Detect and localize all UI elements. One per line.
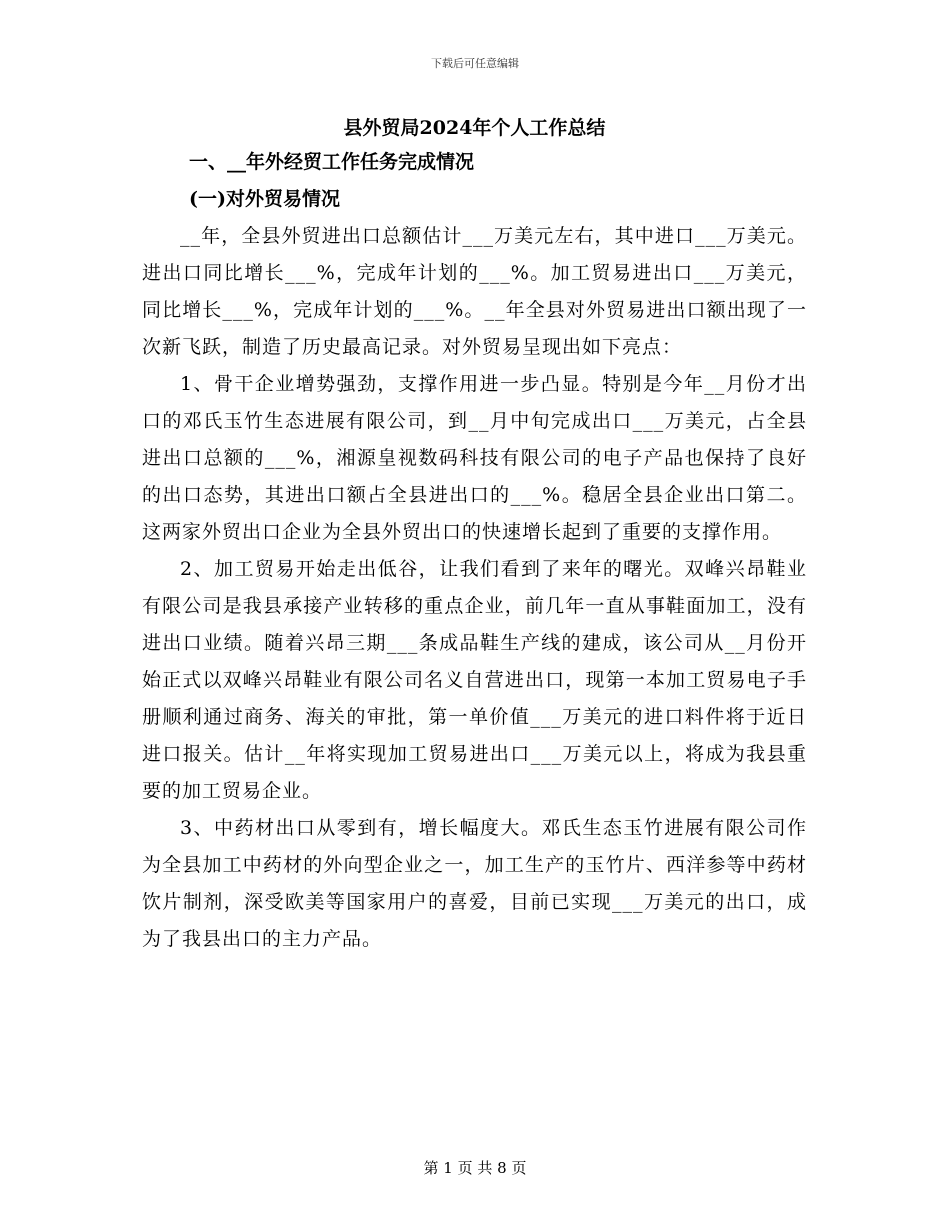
paragraph: 3、中药材出口从零到有，增长幅度大。邓氏生态玉竹进展有限公司作为全县加工中药材的外向型企业之一，加工生产的玉竹片、西洋参等中药材饮片制剂，深受欧美等国家用户的喜爱，目前已实现___万美元的出口，成为了我县出口的主力产品。 xyxy=(142,817,807,950)
paragraph: __年，全县外贸进出口总额估计___万美元左右，其中进口___万美元。进出口同比增长___%，完成年计划的___%。加工贸易进出口___万美元，同比增长___%，完成年计划的___%。__年全县对外贸易进出口额出现了一次新飞跃，制造了历史最高记录。对外贸易呈现出如下亮点： xyxy=(142,225,807,358)
paragraph: 2、加工贸易开始走出低谷，让我们看到了来年的曙光。双峰兴昂鞋业有限公司是我县承接产业转移的重点企业，前几年一直从事鞋面加工，没有进出口业绩。随着兴昂三期___条成品鞋生产线的建成，该公司从__月份开始正式以双峰兴昂鞋业有限公司名义自营进出口，现第一本加工贸易电子手册顺利通过商务、海关的审批，第一单价值___万美元的进口料件将于近日进口报关。估计__年将实现加工贸易进出口___万美元以上，将成为我县重要的加工贸易企业。 xyxy=(142,558,807,802)
paragraph: 1、骨干企业增势强劲，支撑作用进一步凸显。特别是今年__月份才出口的邓氏玉竹生态进展有限公司，到__月中旬完成出口___万美元，占全县进出口总额的___%，湘源皇视数码科技有限公司的电子产品也保持了良好的出口态势，其进出口额占全县进出口的___%。稳居全县企业出口第二。这两家外贸出口企业为全县外贸出口的快速增长起到了重要的支撑作用。 xyxy=(142,373,807,543)
header-note: 下载后可任意编辑 xyxy=(431,57,519,70)
page-number: 第 1 页 共 8 页 xyxy=(423,1159,527,1177)
document-body xyxy=(142,112,807,958)
section-heading-1: 一、__年外经贸工作任务完成情况 xyxy=(189,151,475,173)
document-title: 县外贸局2024年个人工作总结 xyxy=(343,117,606,139)
section-heading-2: (一)对外贸易情况 xyxy=(189,188,340,210)
